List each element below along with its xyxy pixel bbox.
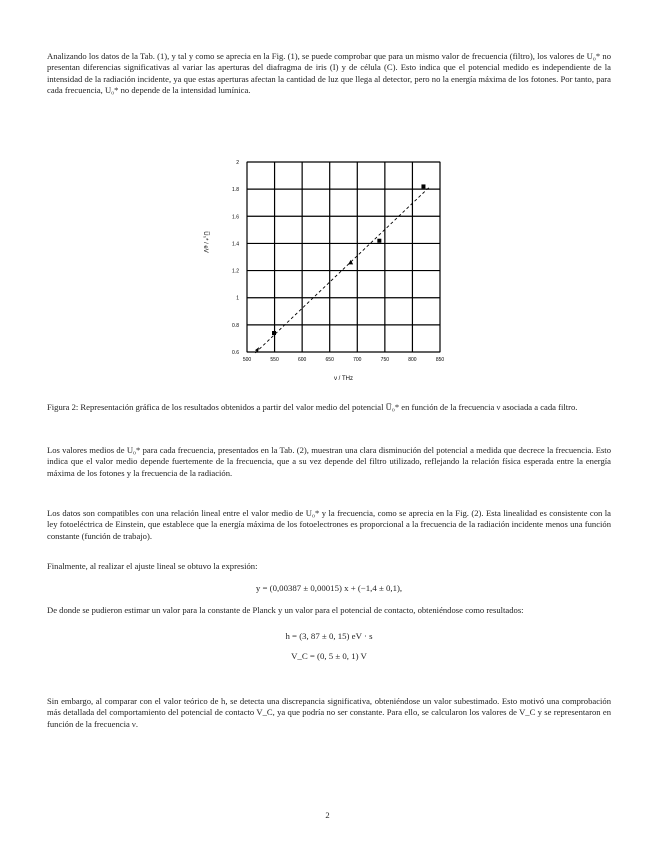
paragraph-discrepancy: Sin embargo, al comparar con el valor teórico de h, se detecta una discrepancia significativa, obteniéndose un valor subestimado. Esto motivó una comprobación más detallada del comportamiento del potencial de contacto V_C, ya que podría no ser constante. Para ello, se calcularon los valores de V_C y se representaron en función de la frecuencia ν. (47, 696, 611, 729)
x-tick-label: 650 (325, 357, 334, 363)
y-tick-label: 1.2 (232, 268, 239, 275)
paragraph-results-intro: De donde se pudieron estimar un valor para la constante de Planck y un valor para el potencial de contacto, obteniéndose como resultados: (47, 605, 524, 615)
y-tick-label: 0.6 (232, 350, 239, 356)
data-points (255, 184, 426, 351)
x-tick-label: 750 (380, 357, 390, 363)
data-point (255, 347, 259, 352)
y-tick-label: 1.6 (232, 214, 239, 221)
x-tick-label: 850 (435, 357, 445, 363)
planck-result: h = (3, 87 ± 0, 15) eV · s (285, 631, 373, 641)
x-axis-label: ν / THz (334, 376, 353, 382)
figure-2-chart (190, 150, 455, 390)
fit-equation: y = (0,00387 ± 0,00015) x + (−1,4 ± 0,1), (255, 583, 403, 593)
figure-caption: Figura 2: Representación gráfica de los resultados obtenidos a partir del valor medio del potencial U̅₀* en función de la frecuencia ν asociada a cada filtro. (47, 402, 578, 412)
x-tick-labels (243, 357, 445, 363)
y-tick-label: 2 (236, 160, 239, 166)
y-tick-label: 1 (236, 295, 239, 302)
data-point (421, 184, 425, 188)
x-tick-label: 700 (353, 357, 362, 363)
chart-grid (247, 162, 440, 352)
paragraph-intensity: Analizando los datos de la Tab. (1), y tal y como se aprecia en la Fig. (1), se puede comprobar que para un mismo valor de frecuencia (filtro), los valores de U₀* no presentan diferencias significativas al variar las aperturas del diafragma de iris (I) y de célula (C). Esto indica que el potencial medido es independiente de la intensidad de la radiación incidente, ya que estas aperturas afectan la cantidad de luz que llega al detector, pero no la energía máxima de los fotones. Por tanto, para cada frecuencia, U₀* no depende de la intensidad lumínica. (47, 51, 611, 95)
paragraph-mean-values: Los valores medios de U₀* para cada frecuencia, presentados en la Tab. (2), muestran una clara disminución del potencial a medida que decrece la frecuencia. Esto indica que el valor medio depende fuertemente de la frecuencia, que a su vez depende del filtro utilizado, reflejando la relación física esperada entre la energía máxima de los fotones y la frecuencia de la radiación. (47, 445, 611, 478)
y-tick-label: 0.8 (232, 322, 239, 329)
y-tick-label: 1.4 (232, 241, 239, 248)
y-axis-label: U̅₀* / eV (202, 231, 208, 253)
plot-frame (247, 162, 440, 352)
x-tick-label: 600 (297, 357, 307, 363)
paragraph-linearity: Los datos son compatibles con una relación lineal entre el valor medio de U₀* y la frecuencia, como se aprecia en la Fig. (2). Esta linealidad es consistente con la ley fotoeléctrica de Einstein, que establece que la energía máxima de los fotoelectrones es proporcional a la frecuencia de la radiación incidente menos una función constante (función de trabajo). (47, 508, 611, 541)
paragraph-fit-intro: Finalmente, al realizar el ajuste lineal se obtuvo la expresión: (47, 561, 258, 571)
x-tick-label: 500 (242, 357, 252, 363)
x-tick-label: 550 (270, 357, 279, 363)
y-tick-label: 1.8 (232, 187, 239, 194)
data-point (272, 331, 276, 335)
data-point (377, 239, 381, 243)
x-tick-label: 800 (408, 357, 417, 363)
page-number: 2 (325, 810, 330, 820)
contact-potential-result: V_C = (0, 5 ± 0, 1) V (291, 651, 367, 661)
y-tick-labels (232, 160, 239, 356)
